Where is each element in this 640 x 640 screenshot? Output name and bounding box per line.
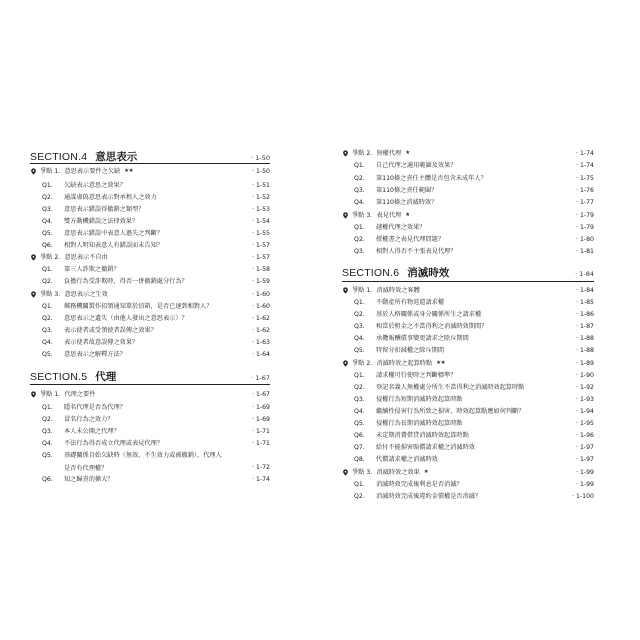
question-text: 本人未公開之代理？ <box>64 428 120 435</box>
section-title: 消滅時效 <box>407 267 450 279</box>
question-page: · 1-59 <box>252 278 270 285</box>
question-page: · 1-64 <box>252 351 270 358</box>
question-number: Q8. <box>354 456 365 463</box>
section-number: SECTION.6 <box>342 267 400 279</box>
question-page: · 1-75 <box>576 175 594 182</box>
question-row <box>30 277 270 286</box>
question-text: 通謀虛偽意思表示對承租人之效力 <box>64 194 157 201</box>
question-row <box>30 217 270 226</box>
issue-page: · 1-57 <box>252 254 270 261</box>
map-pin-icon <box>30 291 37 298</box>
question-row <box>30 427 270 436</box>
question-text: 不法行為得否成立代理或表見代理？ <box>64 440 163 447</box>
question-text: 第三人詐欺之撤銷？ <box>64 266 120 273</box>
section-rule <box>342 281 594 282</box>
question-page: · 1-60 <box>252 303 270 310</box>
question-page: · 1-95 <box>576 420 594 427</box>
question-text: 基於人格關係或身分關係所生之請求權 <box>376 311 482 318</box>
question-number: Q6. <box>42 476 53 483</box>
issue-heading <box>342 468 594 477</box>
question-number: Q3. <box>42 206 53 213</box>
map-pin-icon <box>30 391 37 398</box>
section-rule <box>30 163 270 164</box>
question-text: 消滅時效完成後違約金債權是否消滅？ <box>376 493 482 500</box>
question-row <box>30 265 270 274</box>
question-page: · 1-53 <box>252 206 270 213</box>
map-pin-icon <box>30 254 37 261</box>
question-page: · 1-80 <box>576 236 594 243</box>
question-row <box>342 455 594 464</box>
question-text: 意思表示之遺失（由他人發出之意思表示）？ <box>64 315 188 322</box>
question-number: Q1. <box>354 162 365 169</box>
question-text: 表示使者或受領使者誤傳之效果？ <box>64 327 157 334</box>
question-page: · 1-72 <box>252 464 270 471</box>
question-number: Q4. <box>354 199 365 206</box>
question-page: · 1-69 <box>252 416 270 423</box>
question-number: Q2. <box>354 175 365 182</box>
issue-heading <box>342 286 594 295</box>
question-row <box>30 439 270 448</box>
section-heading <box>30 370 270 384</box>
question-row <box>342 480 594 489</box>
question-page: · 1-97 <box>576 444 594 451</box>
question-number: Q3. <box>42 428 53 435</box>
issue-title: 爭點 1．代理之要件 <box>40 391 96 398</box>
question-text: 冒名行為之效力？ <box>64 416 114 423</box>
question-text: 相對人明知表意人有錯誤而未告知？ <box>64 242 163 249</box>
question-text: 特留分扣減權之除斥期間 <box>376 347 445 354</box>
question-page: · 1-86 <box>576 311 594 318</box>
question-page: · 1-74 <box>252 476 270 483</box>
question-row <box>342 186 594 195</box>
issue-page: · 1-60 <box>252 291 270 298</box>
section-number: SECTION.4 <box>30 151 88 163</box>
question-row <box>342 346 594 355</box>
section-page: · 1-84 <box>575 270 594 278</box>
question-text: 表示使者故意誤傳之效果？ <box>64 339 139 346</box>
question-text: 隱名代理是否為代理？ <box>64 404 126 411</box>
question-page: · 1-93 <box>576 396 594 403</box>
question-page: · 1-71 <box>252 428 270 435</box>
question-number: Q2. <box>42 194 53 201</box>
question-number: Q6. <box>42 242 53 249</box>
section-page: · 1-67 <box>251 374 270 382</box>
question-number: Q5. <box>354 347 365 354</box>
question-text: 侵權行為長期消滅時效起算時點 <box>376 420 463 427</box>
question-text: 授權書之表見代理問題？ <box>376 236 445 243</box>
question-text: 相對人得否不主張表見代理？ <box>376 248 457 255</box>
question-text: 未定期消費借貸消滅時效起算時點 <box>376 432 469 439</box>
issue-title: 爭點 2．意思表示不自由 <box>40 254 108 261</box>
question-row <box>342 310 594 319</box>
question-number: Q3. <box>354 248 365 255</box>
question-page: · 1-71 <box>252 440 270 447</box>
question-row <box>342 235 594 244</box>
question-number: Q3. <box>42 327 53 334</box>
question-page: · 1-88 <box>576 335 594 342</box>
question-text: 不動產所有物返還請求權 <box>376 299 445 306</box>
issue-heading <box>342 149 594 158</box>
question-text: 負擔行為受詐欺時，得否一併撤銷處分行為？ <box>64 278 188 285</box>
issue-page: · 1-99 <box>576 469 594 476</box>
question-row <box>342 492 594 501</box>
question-number: Q3. <box>354 187 365 194</box>
question-number: Q1. <box>354 224 365 231</box>
question-row <box>342 247 594 256</box>
question-text: 越權代理之效果？ <box>376 224 426 231</box>
issue-page: · 1-67 <box>252 391 270 398</box>
question-number: Q2. <box>42 416 53 423</box>
question-number: Q5. <box>42 452 53 459</box>
question-page: · 1-92 <box>576 384 594 391</box>
map-pin-icon <box>342 212 349 219</box>
issue-title: 爭點 1．消滅時效之客體 <box>352 287 420 294</box>
section-page: · 1-50 <box>251 154 270 162</box>
question-row <box>30 205 270 214</box>
question-page: · 1-81 <box>576 248 594 255</box>
question-row <box>342 198 594 207</box>
question-text: 意思表示錯誤得撤銷之類型？ <box>64 206 145 213</box>
question-page: · 1-96 <box>576 432 594 439</box>
question-row <box>342 334 594 343</box>
issue-title: 爭點 2．無權代理 <box>352 150 402 157</box>
question-row <box>342 383 594 392</box>
question-page: · 1-88 <box>576 347 594 354</box>
question-row <box>30 403 270 412</box>
question-number: Q5. <box>354 420 365 427</box>
section-heading <box>342 266 594 280</box>
question-text: 第110條之責任範圍？ <box>376 187 438 194</box>
issue-heading <box>30 390 270 399</box>
map-pin-icon <box>342 469 349 476</box>
question-number: Q4. <box>42 218 53 225</box>
question-number: Q1. <box>42 404 53 411</box>
map-pin-icon <box>30 168 37 175</box>
issue-heading <box>342 359 594 368</box>
question-text: 基礎關係自始欠缺時（無效、不生效力或被撤銷），代理人 <box>64 452 222 459</box>
question-page: · 1-51 <box>252 182 270 189</box>
importance-stars: ★ <box>423 469 429 475</box>
issue-page: · 1-79 <box>576 212 594 219</box>
question-page: · 1-90 <box>576 372 594 379</box>
section-number: SECTION.5 <box>30 371 88 383</box>
importance-stars: ★ <box>405 150 410 156</box>
question-row <box>30 338 270 347</box>
issue-title: 爭點 3．意思表示之生效 <box>40 291 108 298</box>
question-number: Q2. <box>354 493 365 500</box>
issue-title: 爭點 3．表見代理 <box>352 212 402 219</box>
question-page: · 1-62 <box>252 327 270 334</box>
question-text: 欠缺表示意思之效果？ <box>64 182 126 189</box>
question-text: 雙方動機錯誤之法律效果？ <box>64 218 139 225</box>
issue-title: 爭點 1．意思表示要件之欠缺 <box>40 168 121 175</box>
issue-title: 爭點 2．消滅時效之起算時點 <box>352 360 433 367</box>
question-page: · 1-63 <box>252 339 270 346</box>
question-number: Q4. <box>42 440 53 447</box>
question-page: · 1-52 <box>252 194 270 201</box>
question-text: 相當於租金之不當得利之消滅時效期間？ <box>376 323 488 330</box>
question-number: Q3. <box>354 323 365 330</box>
question-text: 消滅時效完成後利息是否消滅？ <box>376 481 463 488</box>
question-row <box>342 298 594 307</box>
question-row <box>342 174 594 183</box>
question-text: 意思表示錯誤中表意人過失之判斷？ <box>64 230 163 237</box>
question-number: Q1. <box>42 266 53 273</box>
question-row <box>30 326 270 335</box>
question-page: · 1-87 <box>576 323 594 330</box>
issue-page: · 1-74 <box>576 150 594 157</box>
question-page: · 1-94 <box>576 408 594 415</box>
question-page: · 1-100 <box>572 493 594 500</box>
question-row <box>342 161 594 170</box>
importance-stars: ★★ <box>124 168 134 174</box>
question-number: Q2. <box>354 384 365 391</box>
question-number: Q4. <box>42 339 53 346</box>
question-text: 第110條之消滅時效？ <box>376 199 438 206</box>
question-page: · 1-57 <box>252 242 270 249</box>
question-page: · 1-74 <box>576 162 594 169</box>
question-row <box>30 241 270 250</box>
question-page: · 1-54 <box>252 218 270 225</box>
issue-heading <box>30 290 270 299</box>
question-row-continued <box>64 463 270 472</box>
map-pin-icon <box>342 360 349 367</box>
question-row <box>342 431 594 440</box>
question-row <box>342 395 594 404</box>
question-number: Q7. <box>354 444 365 451</box>
question-number: Q5. <box>42 230 53 237</box>
question-number: Q2. <box>42 278 53 285</box>
question-text: 第110條之責任主體是否包含未成年人？ <box>376 175 487 182</box>
question-number: Q2. <box>354 311 365 318</box>
question-row <box>30 475 270 484</box>
question-row <box>30 314 270 323</box>
section-title: 代理 <box>95 371 117 383</box>
question-page: · 1-85 <box>576 299 594 306</box>
question-number: Q2. <box>354 236 365 243</box>
question-number: Q1. <box>42 182 53 189</box>
question-page: · 1-77 <box>576 199 594 206</box>
importance-stars: ★★ <box>436 360 446 366</box>
question-page: · 1-97 <box>576 456 594 463</box>
question-text: 是否有代理權？ <box>64 465 108 472</box>
section-rule <box>30 384 270 385</box>
question-number: Q1. <box>354 372 365 379</box>
question-row <box>30 193 270 202</box>
question-row <box>30 302 270 311</box>
question-text: 意思表示之解釋方法？ <box>64 351 126 358</box>
issue-heading <box>342 211 594 220</box>
issue-page: · 1-89 <box>576 360 594 367</box>
question-number: Q1. <box>354 481 365 488</box>
question-text: 給付不能損害賠償請求權之消滅時效 <box>376 444 475 451</box>
question-number: Q3. <box>354 396 365 403</box>
question-page: · 1-69 <box>252 404 270 411</box>
importance-stars: ★ <box>405 212 410 218</box>
question-text: 繼續性侵害行為所致之損害，時效起算點應如何判斷？ <box>376 408 525 415</box>
question-text: 知之歸責的擴大？ <box>64 476 114 483</box>
question-text: 請求權可行使時之判斷標準？ <box>376 372 457 379</box>
section-heading <box>30 150 270 164</box>
question-text: 自己代理之適用範圍及效果？ <box>376 162 457 169</box>
question-text: 代償請求權之消滅時效 <box>376 456 438 463</box>
question-row <box>342 407 594 416</box>
question-number: Q5. <box>42 351 53 358</box>
issue-title: 爭點 3．消滅時效之效果 <box>352 469 420 476</box>
question-row <box>342 371 594 380</box>
question-text: 登記名義人無權處分所生不當得利之消滅時效起算時點 <box>376 384 525 391</box>
section-title: 意思表示 <box>95 151 138 163</box>
question-row <box>342 419 594 428</box>
issue-heading <box>30 167 270 176</box>
question-number: Q1. <box>42 303 53 310</box>
issue-page: · 1-84 <box>576 287 594 294</box>
question-number: Q4. <box>354 335 365 342</box>
question-row <box>342 223 594 232</box>
question-row <box>30 415 270 424</box>
question-row <box>30 181 270 190</box>
question-number: Q1. <box>354 299 365 306</box>
question-page: · 1-55 <box>252 230 270 237</box>
question-text: 郵務機關製作招領通知單於信箱，是否已達到相對人？ <box>64 303 213 310</box>
question-page: · 1-62 <box>252 315 270 322</box>
question-row <box>342 322 594 331</box>
question-number: Q4. <box>354 408 365 415</box>
question-row <box>30 451 270 460</box>
question-page: · 1-79 <box>576 224 594 231</box>
question-row <box>30 229 270 238</box>
question-row <box>30 350 270 359</box>
issue-page: · 1-50 <box>252 168 270 175</box>
question-page: · 1-99 <box>576 481 594 488</box>
question-text: 侵權行為短期消滅時效起算時點 <box>376 396 463 403</box>
map-pin-icon <box>342 287 349 294</box>
question-number: Q6. <box>354 432 365 439</box>
map-pin-icon <box>342 150 349 157</box>
question-number: Q2. <box>42 315 53 322</box>
question-page: · 1-76 <box>576 187 594 194</box>
issue-heading <box>30 253 270 262</box>
question-text: 承攬報酬債事變更請求之除斥期間 <box>376 335 469 342</box>
question-page: · 1-58 <box>252 266 270 273</box>
question-row <box>342 443 594 452</box>
